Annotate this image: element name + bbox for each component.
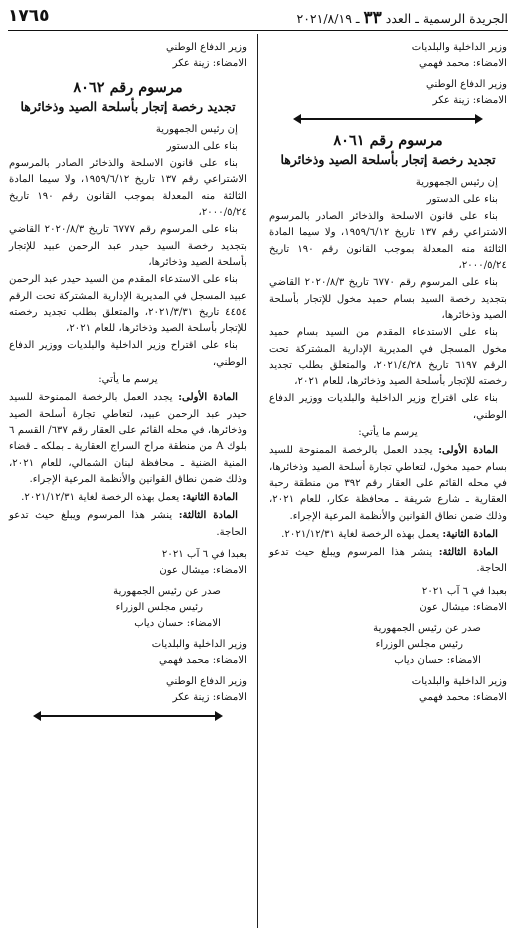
article [269, 442, 507, 524]
journal-title: الجريدة الرسمية ـ العدد ٣٣ ـ ٢٠٢١/٨/١٩ [296, 8, 508, 28]
decree-title: مرسوم رقم ٨٠٦١ [333, 132, 443, 149]
decree-subject: تجديد رخصة إتجار بأسلحة الصيد وذخائرها [20, 99, 236, 115]
decrees-heading: يرسم ما يأتي: [98, 374, 158, 386]
paragraph: إن رئيس الجمهورية [415, 176, 498, 188]
article [9, 389, 247, 488]
article-text: يجدد العمل بالرخصة الممنوحة للسيد بسام حميد مخول، لتعاطي تجارة أسلحة الصيد وذخائرها، في محله القائم على العقار رقم ٣٩٢ من منطقة رحبة العقارية ـ شارع شريفة ـ محافظة عكار، للعام ٢٠٢١، وذلك ضمن نطاق القوانين والأنظمة المرعية الإجراء. [269, 445, 507, 522]
paragraph: إن رئيس الجمهورية [155, 123, 238, 135]
closing-line: الامضاء: محمد فهمي [159, 655, 247, 667]
paragraph: بناء على اقتراح وزير الداخلية والبلديات ووزير الدفاع الوطني، [9, 340, 247, 368]
article-text: يعمل بهذه الرخصة لغاية ٢٠٢١/١٢/٣١. [281, 528, 440, 540]
paragraph: بناء على الاستدعاء المقدم من السيد بسام حميد مخول المسجل في المديرية الإدارية المشتركة تحت الرقم ٦١٩٧ تاريخ ٢٠٢١/٤/٢٨، والمتعلق بطلب تجديد رخصته للإتجار بأسلحة الصيد وذخائرها، للعام ٢٠٢١، [269, 327, 507, 388]
article [9, 489, 247, 506]
separator [39, 710, 217, 722]
closing-line: وزير الدفاع الوطني [166, 676, 247, 688]
decree-title: مرسوم رقم ٨٠٦٢ [73, 79, 183, 96]
closing-line: بعبدا في ٦ آب ٢٠٢١ [421, 585, 507, 597]
paragraph: بناء على الدستور [426, 193, 498, 205]
closing-line: صدر عن رئيس الجمهورية [113, 586, 221, 598]
article [9, 507, 247, 541]
closing-line: وزير الداخلية والبلديات [151, 639, 247, 651]
column-divider [257, 34, 258, 928]
signature-line: وزير الدفاع الوطني [426, 79, 507, 90]
article-label: المادة الثانية: [182, 491, 238, 504]
paragraph: بناء على قانون الاسلحة والذخائر الصادر بالمرسوم الاشتراعي رقم ١٣٧ تاريخ ١٩٥٩/٦/١٢، ولا سيما المادة الثالثة منه المعدلة بموجب القانون رقم ١٩٠ تاريخ ٢٠٠٠/٥/٢٤، [269, 211, 508, 272]
article [269, 544, 507, 578]
closing-line: الامضاء: ميشال عون [159, 565, 247, 577]
closing-line: صدر عن رئيس الجمهورية [373, 622, 481, 634]
separator [299, 113, 477, 125]
article-text: يجدد العمل بالرخصة الممنوحة للسيد حيدر عبد الرحمن عبيد، لتعاطي تجارة أسلحة الصيد وذخائرها، في محله القائم على العقار رقم ٦٣٧/ القسم ٦ بلوك A من منطقة مراح السراج العقارية ـ بملكه ـ قضاء المنية الضنية ـ محافظة لبنان الشمالي، للعام ٢٠٢١، وذلك ضمن نطاق القوانين والأنظمة المرعية الإجراء. [9, 392, 247, 485]
signature-line: الامضاء: زينة عكر [172, 58, 247, 69]
decree-subject: تجديد رخصة إتجار بأسلحة الصيد وذخائرها [280, 152, 496, 168]
decrees-heading: يرسم ما يأتي: [358, 427, 418, 439]
article-label: المادة الثالثة: [178, 509, 238, 522]
paragraph: بناء على المرسوم رقم ٦٧٧٠ تاريخ ٢٠٢٠/٨/٣ القاضي بتجديد رخصة السيد بسام حميد مخول للإتجار بأسلحة الصيد وذخائرها، [269, 277, 507, 321]
paragraph: بناء على الدستور [166, 140, 238, 152]
closing-line: الامضاء: ميشال عون [419, 601, 507, 613]
paragraph: بناء على اقتراح وزير الداخلية والبلديات ووزير الدفاع الوطني، [269, 393, 507, 421]
signature-line: وزير الداخلية والبلديات [411, 42, 507, 53]
article-label: المادة الأولى: [178, 391, 238, 404]
signature-line: وزير الدفاع الوطني [166, 42, 247, 53]
page-header [8, 6, 508, 31]
paragraph: بناء على قانون الاسلحة والذخائر الصادر بالمرسوم الاشتراعي رقم ١٣٧ تاريخ ١٩٥٩/٦/١٢، ولا سيما المادة الثالثة منه المعدلة بموجب القانون رقم ١٩٠ تاريخ ٢٠٠٠/٥/٢٤، [9, 158, 248, 219]
signature-line: الامضاء: محمد فهمي [419, 58, 507, 69]
page-number: ١٧٦٥ [8, 6, 50, 26]
signature-line: الامضاء: زينة عكر [432, 95, 507, 106]
article [269, 526, 507, 543]
article-label: المادة الثانية: [442, 527, 498, 540]
left-column [9, 40, 247, 726]
journal-date: ـ ٢٠٢١/٨/١٩ [296, 11, 360, 26]
closing-line: رئيس مجلس الوزراء [115, 602, 203, 614]
closing-line: وزير الداخلية والبلديات [411, 675, 507, 687]
closing-line: الامضاء: محمد فهمي [419, 691, 507, 703]
closing-line: الامضاء: زينة عكر [172, 692, 247, 704]
article-text: ينشر هذا المرسوم ويبلغ حيث تدعو الحاجة. [269, 547, 507, 575]
article-text: يعمل بهذه الرخصة لغاية ٢٠٢١/١٢/٣١. [21, 492, 180, 504]
closing-line: الامضاء: حسان دياب [394, 654, 481, 666]
closing-line: بعبدا في ٦ آب ٢٠٢١ [161, 549, 247, 561]
closing-line: رئيس مجلس الوزراء [375, 638, 463, 650]
right-column [269, 40, 507, 706]
article-label: المادة الأولى: [438, 444, 498, 457]
closing-line: الامضاء: حسان دياب [134, 618, 221, 630]
article-label: المادة الثالثة: [438, 546, 498, 559]
paragraph: بناء على المرسوم رقم ٦٧٧٧ تاريخ ٢٠٢٠/٨/٣ القاضي بتجديد رخصة السيد حيدر عبد الرحمن عبيد للإتجار بأسلحة الصيد وذخائرها، [9, 224, 247, 268]
article-text: ينشر هذا المرسوم ويبلغ حيث تدعو الحاجة. [9, 510, 247, 538]
paragraph: بناء على الاستدعاء المقدم من السيد حيدر عبد الرحمن عبيد المسجل في المديرية الإدارية المشتركة تحت الرقم ٤٤٥٤ تاريخ ٢٠٢١/٣/٣١، والمتعلق بطلب تجديد رخصته للإتجار بأسلحة الصيد وذخائرها، للعام ٢٠٢١، [9, 274, 247, 335]
issue-number: ٣٣ [363, 8, 382, 28]
